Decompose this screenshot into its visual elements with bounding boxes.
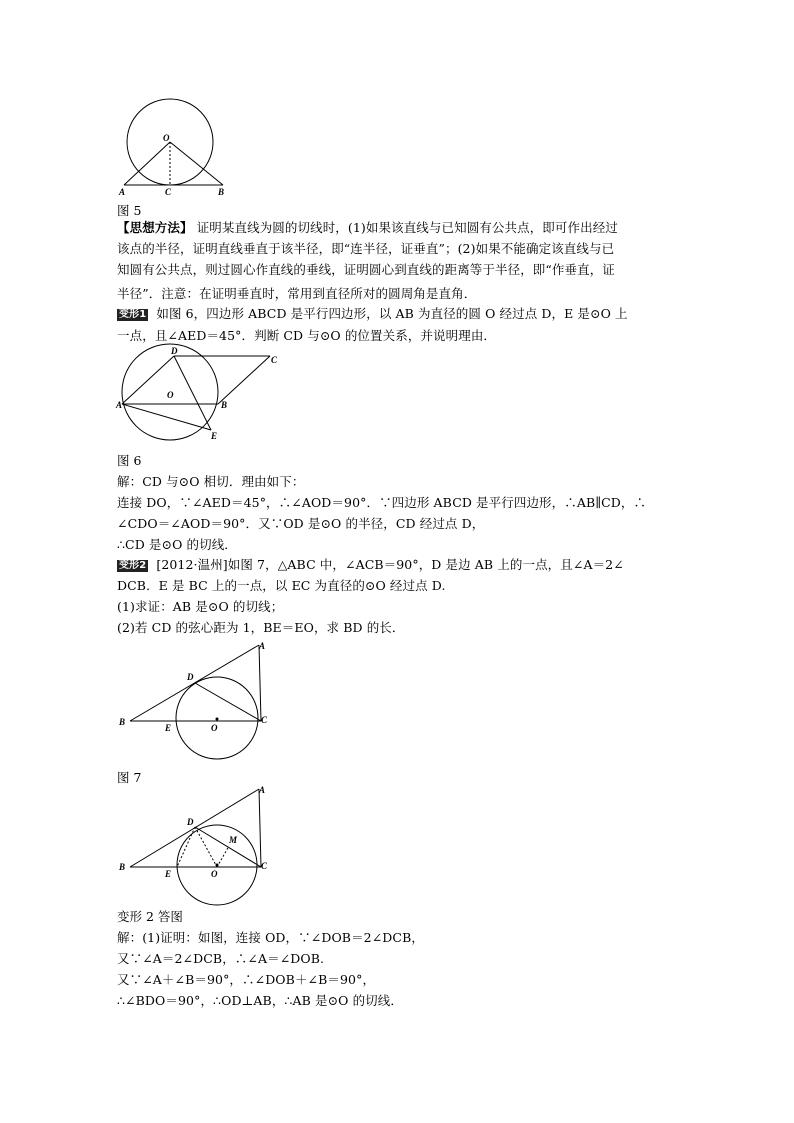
label-e: E <box>165 869 172 879</box>
solution-2-line-4: ∴∠BDO＝90°，∴OD⊥AB，∴AB 是⊙O 的切线． <box>117 993 403 1008</box>
point-o <box>216 718 219 721</box>
label-o: O <box>167 390 174 400</box>
label-o: O <box>163 133 170 143</box>
label-d: D <box>171 346 178 356</box>
solution-1-line-4: ∴CD 是⊙O 的切线． <box>117 537 237 552</box>
label-c: C <box>271 355 278 365</box>
thinking-method-title: 【思想方法】 <box>117 220 193 235</box>
solution-1-line-1: 解：CD 与⊙O 相切．理由如下： <box>117 474 305 489</box>
thinking-method-line-3: 知圆有公共点，则过圆心作直线的垂线，证明圆心到直线的距离等于半径，即“作垂直，证 <box>117 262 615 277</box>
variant-2-line-1 <box>117 557 624 572</box>
variant-2-answer-diagram <box>115 783 275 893</box>
label-a: A <box>119 187 126 197</box>
figure-7-caption: 图 7 <box>117 770 142 785</box>
segment-ob <box>170 142 223 185</box>
solution-2-line-3: 又∵∠A＋∠B＝90°，∴∠DOB＋∠B＝90°， <box>117 972 376 987</box>
label-c: C <box>165 187 172 197</box>
thinking-method-line-1 <box>117 220 618 235</box>
label-a: A <box>116 400 123 410</box>
side-cb <box>218 356 270 404</box>
variant-2-text-1: [2012·温州]如图 7，△ABC 中，∠ACB＝90°，D 是边 AB 上的一点，且∠A＝2∠ <box>156 557 624 572</box>
segment-do-dashed <box>195 827 217 867</box>
label-b: B <box>218 187 225 197</box>
label-a: A <box>259 641 266 651</box>
thinking-method-line-4: 半径”．注意：在证明垂直时，常用到直径所对的圆周角是直角． <box>117 286 477 301</box>
label-c: C <box>261 715 268 725</box>
label-c: C <box>261 861 268 871</box>
thinking-method-line-2: 该点的半径，证明直线垂直于该半径，即“连半径，证垂直”；(2)如果不能确定该直线与已 <box>117 241 615 256</box>
variant-1-line-1 <box>117 306 628 321</box>
variant-1-text-1: 如图 6，四边形 ABCD 是平行四边形，以 AB 为直径的圆 O 经过点 D，E 是⊙O 上 <box>156 306 628 321</box>
segment-om-dashed <box>217 846 229 867</box>
label-e: E <box>211 431 218 441</box>
label-d: D <box>187 672 194 682</box>
side-ac <box>259 645 261 721</box>
figure-7-diagram <box>115 635 275 765</box>
label-m: M <box>229 835 238 845</box>
label-o: O <box>211 869 218 879</box>
solution-1-line-2: 连接 DO，∵∠AED＝45°，∴∠AOD＝90°．∵四边形 ABCD 是平行四边形，∴AB∥CD，∴ <box>117 495 647 510</box>
side-ba <box>130 645 259 721</box>
solution-1-line-3: ∠CDO＝∠AOD＝90°．又∵OD 是⊙O 的半径，CD 经过点 D， <box>117 516 485 531</box>
label-e: E <box>165 723 172 733</box>
variant-2-line-2: DCB．E 是 BC 上的一点，以 EC 为直径的⊙O 经过点 D. <box>117 578 446 593</box>
label-o: O <box>211 723 218 733</box>
variant-2-line-3: (1)求证：AB 是⊙O 的切线； <box>117 599 284 614</box>
label-b: B <box>221 400 228 410</box>
solution-2-line-1: 解：(1)证明：如图，连接 OD，∵∠DOB＝2∠DCB， <box>117 930 424 945</box>
figure-6-caption: 图 6 <box>117 453 142 468</box>
thinking-method-text-1: 证明某直线为圆的切线时，(1)如果该直线与已知圆有公共点，即可作出经过 <box>196 220 618 235</box>
side-ac <box>259 789 261 867</box>
segment-dc <box>195 683 261 721</box>
figure-5-caption: 图 5 <box>117 203 142 218</box>
figure-5-diagram <box>115 95 235 200</box>
label-b: B <box>119 717 126 727</box>
variant-2-answer-caption: 变形 2 答图 <box>117 909 183 924</box>
figure-6-diagram <box>115 340 285 450</box>
variant-2-line-4: (2)若 CD 的弦心距为 1，BE＝EO，求 BD 的长． <box>117 620 405 635</box>
label-d: D <box>187 817 194 827</box>
label-a: A <box>259 785 266 795</box>
label-b: B <box>119 862 126 872</box>
variant-1-line-2: 一点，且∠AED＝45°．判断 CD 与⊙O 的位置关系，并说明理由． <box>117 328 497 343</box>
point-o <box>216 864 219 867</box>
segment-de <box>174 356 211 430</box>
variant-1-tag: 变形1 <box>119 309 147 320</box>
variant-2-tag: 变形2 <box>119 560 147 571</box>
segment-ae <box>122 404 211 430</box>
solution-2-line-2: 又∵∠A＝2∠DCB，∴∠A＝∠DOB. <box>117 951 325 966</box>
segment-dc <box>195 827 261 867</box>
